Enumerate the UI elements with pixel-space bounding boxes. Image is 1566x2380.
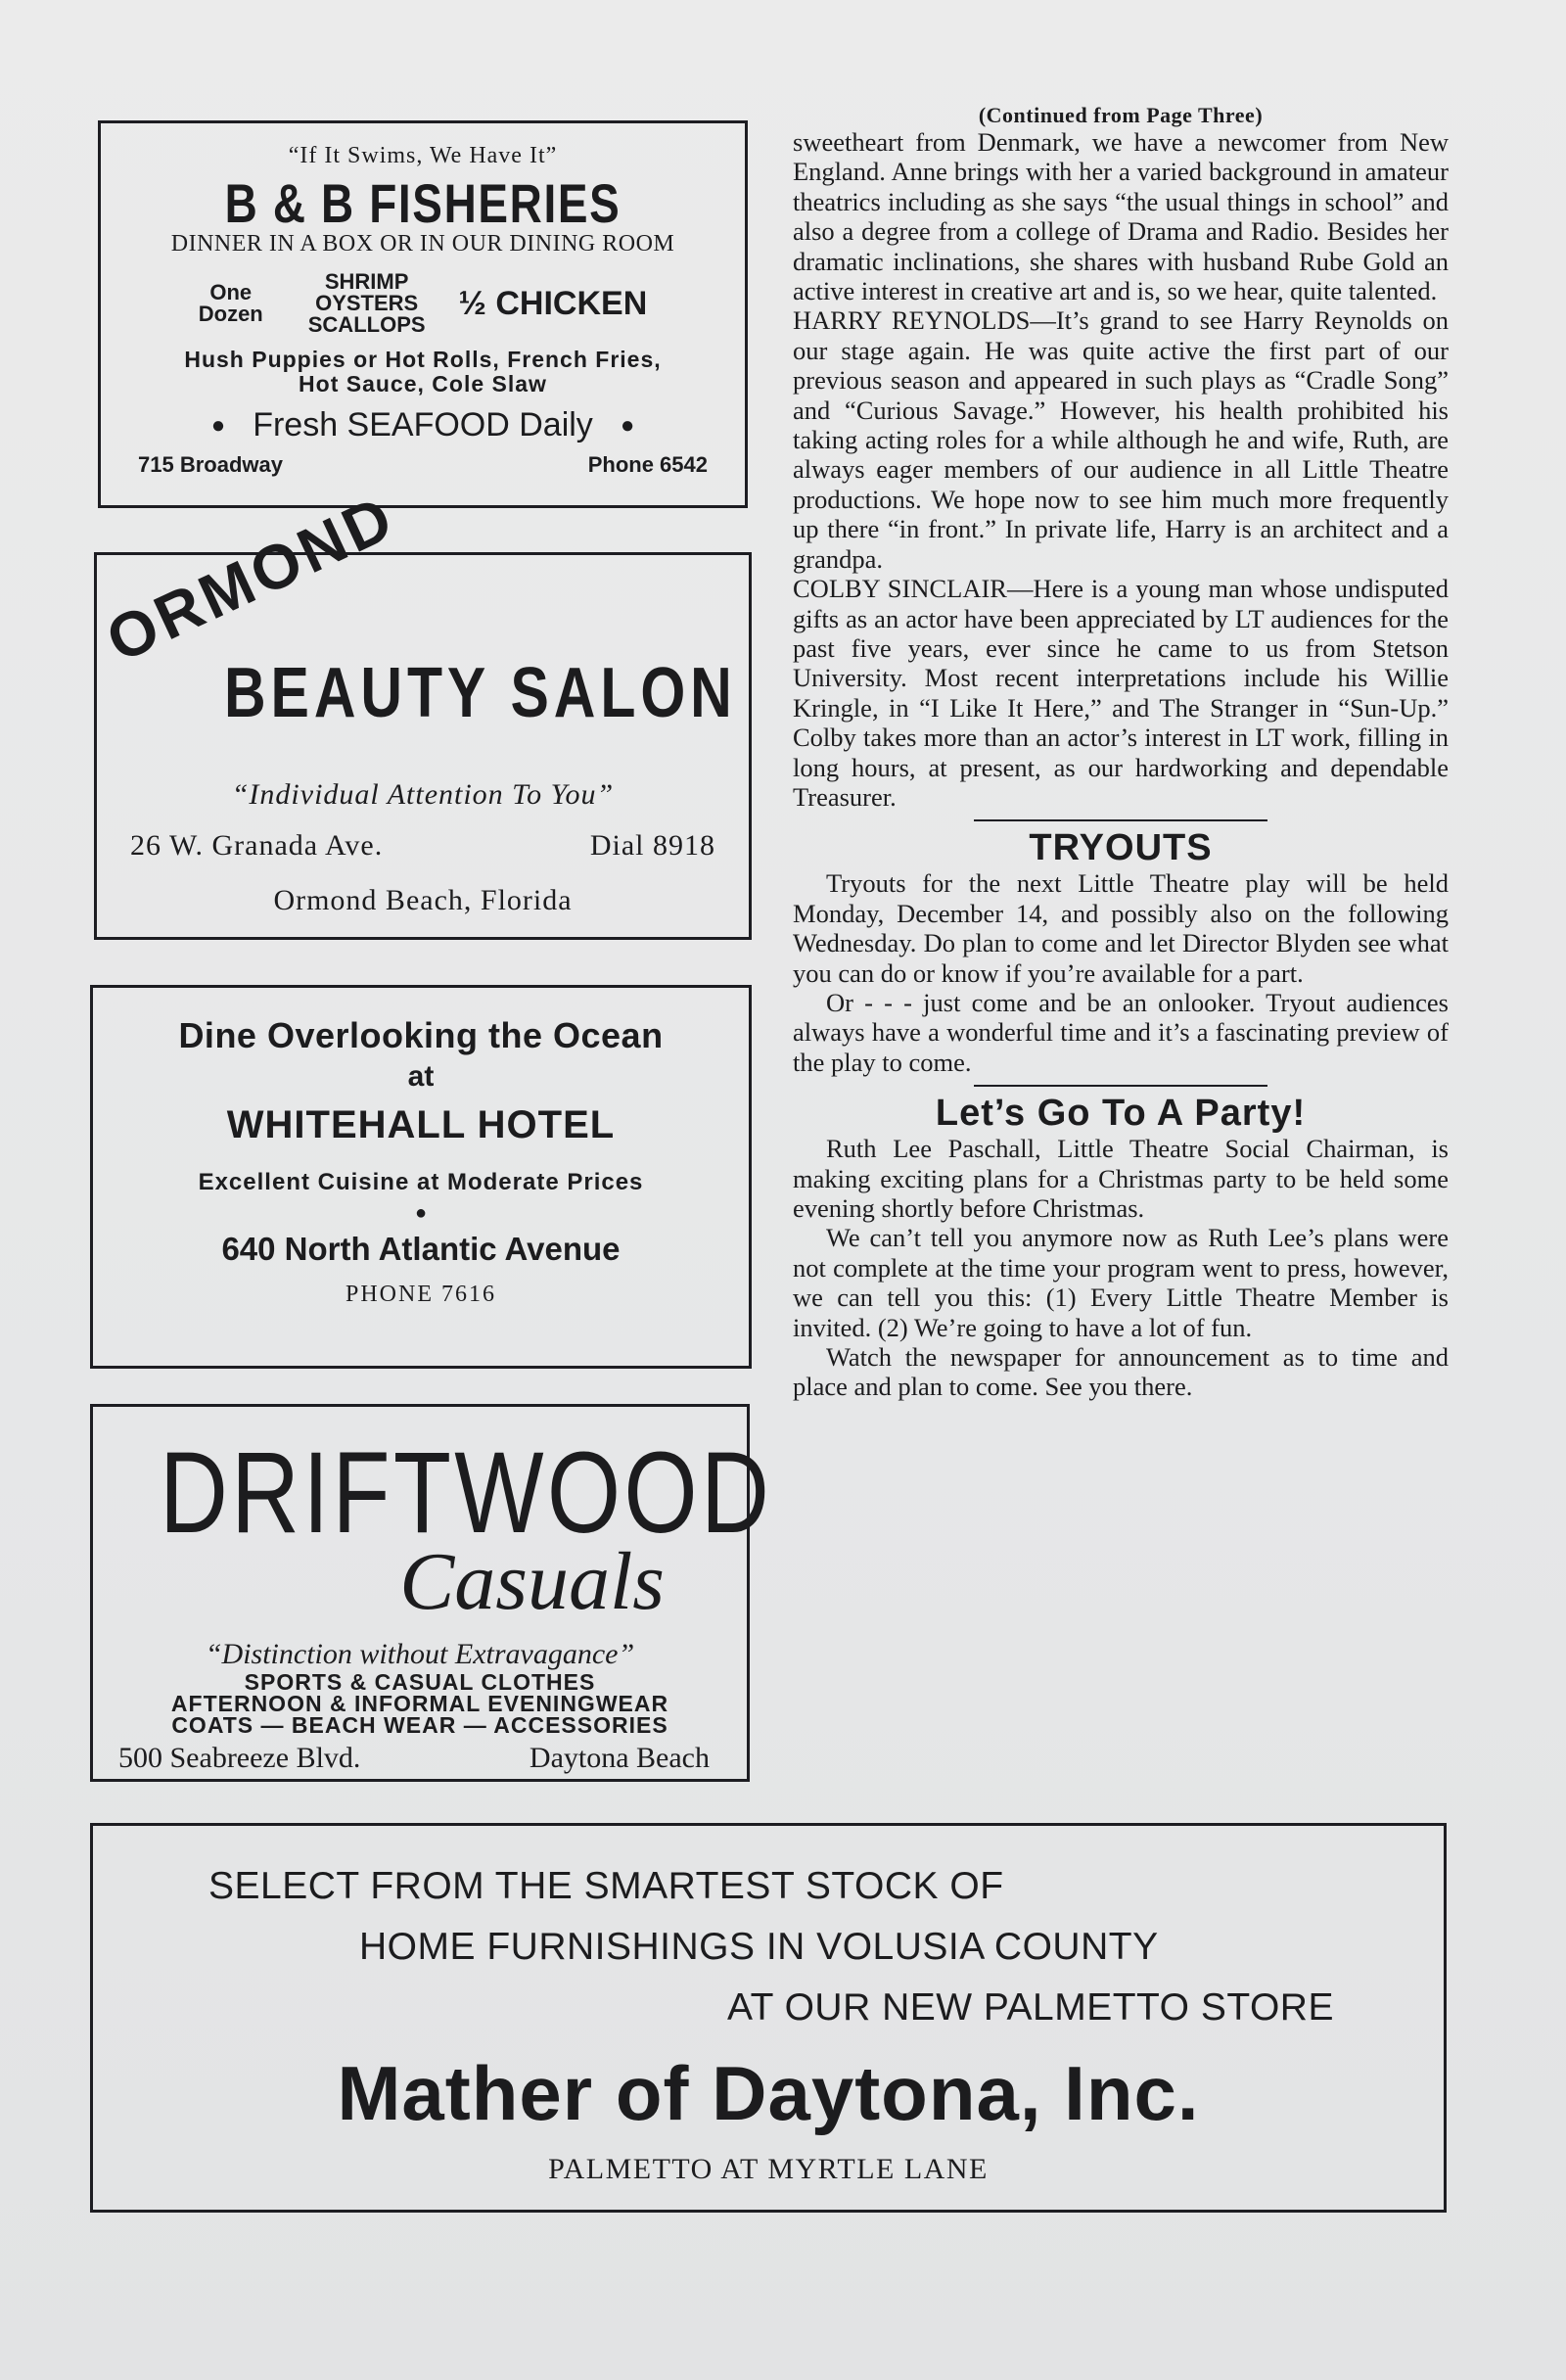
ormond-dial: Dial 8918 bbox=[589, 829, 715, 862]
driftwood-logo: DRIFTWOOD bbox=[160, 1428, 773, 1558]
sides-line-1: Hush Puppies or Hot Rolls, French Fries, bbox=[184, 347, 662, 372]
article-paragraph: Tryouts for the next Little Theatre play will be held Monday, December 14, and possibly also on the following Wednesday. Do plan to come and let Director Blyden see what you can do or know if you’re available for a part. bbox=[793, 868, 1449, 988]
mather-address: PALMETTO AT MYRTLE LANE bbox=[548, 2153, 989, 2185]
article-paragraph: Or - - - just come and be an onlooker. Tryout audiences always have a wonderful time and it’s a fascinating preview of the play to come. bbox=[793, 987, 1449, 1077]
party-heading: Let’s Go To A Party! bbox=[935, 1093, 1307, 1135]
article-paragraph: COLBY SINCLAIR—Here is a young man whose undisputed gifts as an actor have been appreciated by LT audiences for the past five years, ever since he came to us from Stetson University. Most recent interpretations include his Willie Kringle, in “I Like It Here,” and The Stranger in “Sun-Up.” Colby takes more than an actor’s interest in LT work, filling in long hours, at present, as our hardworking and dependable Treasurer. bbox=[793, 574, 1449, 812]
driftwood-line1: SPORTS & CASUAL CLOTHES bbox=[244, 1669, 596, 1695]
ormond-slogan: “Individual Attention To You” bbox=[231, 778, 615, 811]
article-paragraph: HARRY REYNOLDS—It’s grand to see Harry Reynolds on our stage again. He was quite active the first part of our previous season and appeared in such plays as “Cradle Song” and “Curious Savage.” However, his health prohibited his taking acting roles for a while although he and wife, Ruth, are always eager members of our audience in all Little Theatre productions. We hope now to see him much more frequently up there “in front.” In private life, Harry is an architect and a grandpa. bbox=[793, 305, 1449, 574]
whitehall-phone: PHONE 7616 bbox=[345, 1282, 496, 1307]
mather-ad bbox=[90, 1823, 1447, 2213]
mather-name: Mather of Daytona, Inc. bbox=[337, 2050, 1200, 2136]
whitehall-cuisine: Excellent Cuisine at Moderate Prices bbox=[198, 1169, 644, 1195]
driftwood-footer bbox=[118, 1742, 710, 1775]
mather-line1: SELECT FROM THE SMARTEST STOCK OF bbox=[208, 1865, 1004, 1907]
fisheries-menu bbox=[101, 271, 745, 336]
fisheries-name: B & B FISHERIES bbox=[224, 172, 622, 234]
divider bbox=[974, 819, 1267, 821]
bullet-icon: ● bbox=[620, 411, 635, 439]
driftwood-city: Daytona Beach bbox=[529, 1742, 710, 1774]
whitehall-address: 640 North Atlantic Avenue bbox=[221, 1231, 621, 1267]
driftwood-address: 500 Seabreeze Blvd. bbox=[118, 1742, 361, 1774]
divider bbox=[974, 1085, 1267, 1087]
article-paragraph: Watch the newspaper for announcement as to time and place and plan to come. See you there. bbox=[793, 1342, 1449, 1402]
ormond-ad bbox=[94, 481, 752, 940]
driftwood-ad bbox=[90, 1404, 773, 1782]
whitehall-ad bbox=[90, 985, 752, 1369]
sides-line-2: Hot Sauce, Cole Slaw bbox=[299, 371, 547, 397]
one-label: One bbox=[209, 280, 253, 304]
fisheries-footer bbox=[138, 452, 708, 478]
shrimp-label: SHRIMP bbox=[324, 269, 409, 294]
article-paragraph: sweetheart from Denmark, we have a newcomer from New England. Anne brings with her a varied background in amateur theatrics including as she says “the usual things in school” and also a degree from a college of Drama and Radio. Besides her dramatic inclinations, she shares with husband Rube Gold an active interest in creative art and is, so we hear, quite talented. bbox=[793, 127, 1449, 306]
fisheries-ad bbox=[98, 120, 748, 508]
fisheries-one-dozen bbox=[199, 282, 263, 325]
fresh-seafood-text: Fresh SEAFOOD Daily bbox=[253, 406, 593, 443]
whitehall-line2: at bbox=[407, 1060, 435, 1093]
article-paragraph: Ruth Lee Paschall, Little Theatre Social Chairman, is making exciting plans for a Christmas party to be held some evening shortly before Christmas. bbox=[793, 1134, 1449, 1223]
article-column bbox=[793, 104, 1449, 1402]
oysters-label: OYSTERS bbox=[315, 291, 419, 315]
bullet-icon: ● bbox=[414, 1202, 428, 1224]
continued-note: (Continued from Page Three) bbox=[978, 103, 1264, 127]
whitehall-line1: Dine Overlooking the Ocean bbox=[178, 1015, 664, 1055]
casuals-logo: Casuals bbox=[399, 1536, 665, 1627]
bullet-icon: ● bbox=[210, 411, 226, 439]
whitehall-name: WHITEHALL HOTEL bbox=[226, 1103, 616, 1146]
fisheries-chicken: ½ CHICKEN bbox=[458, 284, 648, 322]
ormond-city: Ormond Beach, Florida bbox=[273, 884, 573, 916]
fisheries-seafood-items bbox=[308, 271, 426, 336]
mather-line3: AT OUR NEW PALMETTO STORE bbox=[727, 1986, 1334, 2029]
fisheries-tagline: “If It Swims, We Have It” bbox=[288, 143, 558, 168]
fisheries-subtitle: DINNER IN A BOX OR IN OUR DINING ROOM bbox=[170, 231, 675, 257]
driftwood-line2: AFTERNOON & INFORMAL EVENINGWEAR bbox=[170, 1691, 669, 1716]
ormond-logo-word: ORMOND bbox=[96, 481, 406, 677]
driftwood-line3: COATS — BEACH WEAR — ACCESSORIES bbox=[171, 1712, 668, 1738]
scallops-label: SCALLOPS bbox=[307, 312, 426, 337]
dozen-label: Dozen bbox=[198, 302, 263, 326]
fisheries-phone: Phone 6542 bbox=[587, 452, 708, 477]
fisheries-fresh-line bbox=[101, 406, 745, 444]
ormond-address: 26 W. Granada Ave. bbox=[130, 829, 384, 862]
article-paragraph: We can’t tell you anymore now as Ruth Lee’s plans were not complete at the time your program went to press, however, we can tell you this: (1) Every Little Theatre Member is invited. (2) We’re going to have a lot of fun. bbox=[793, 1223, 1449, 1342]
ormond-address-row bbox=[130, 829, 715, 863]
fisheries-sides bbox=[101, 348, 745, 397]
tryouts-heading: TRYOUTS bbox=[1029, 827, 1213, 869]
beauty-salon-logo: BEAUTY SALON bbox=[224, 654, 737, 732]
fisheries-address: 715 Broadway bbox=[138, 452, 283, 477]
driftwood-slogan: “Distinction without Extravagance” bbox=[205, 1638, 635, 1670]
mather-line2: HOME FURNISHINGS IN VOLUSIA COUNTY bbox=[359, 1926, 1159, 1968]
